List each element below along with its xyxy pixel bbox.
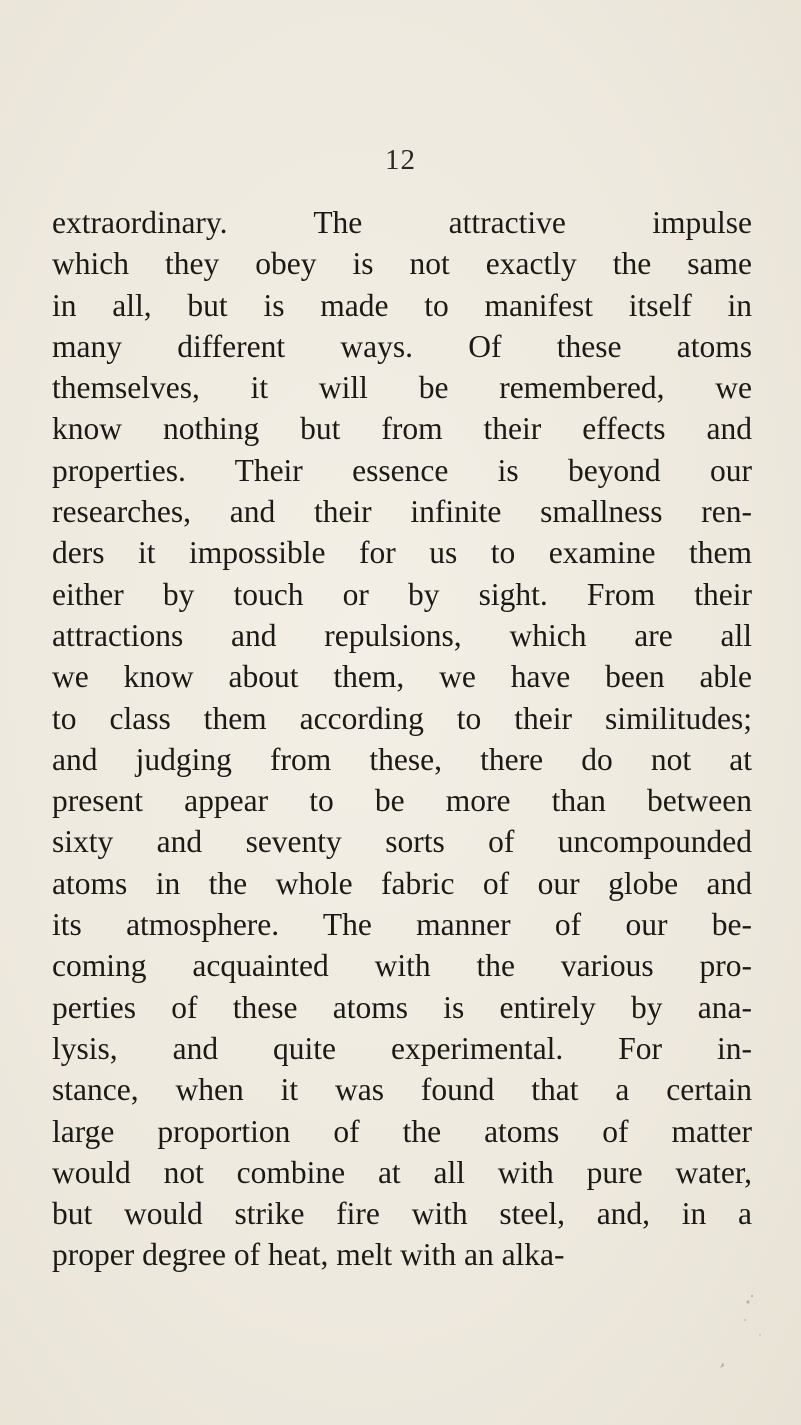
text-line: properties. Their essence is beyond our bbox=[52, 452, 752, 488]
text-line: attractions and repulsions, which are all bbox=[52, 617, 752, 653]
text-line: which they obey is not exactly the same bbox=[52, 246, 752, 282]
text-line: sixty and seventy sorts of uncompounded bbox=[52, 824, 752, 860]
text-line: and judging from these, there do not at bbox=[52, 741, 752, 777]
text-line: in all, but is made to manifest itself in bbox=[52, 287, 752, 323]
text-line: coming acquainted with the various pro- bbox=[52, 948, 752, 984]
text-line: but would strike fire with steel, and, in a bbox=[52, 1196, 752, 1232]
text-line: stance, when it was found that a certain bbox=[52, 1072, 752, 1108]
text-line: to class them according to their similitudes; bbox=[52, 700, 752, 736]
text-line: many different ways. Of these atoms bbox=[52, 328, 752, 364]
text-line: lysis, and quite experimental. For in- bbox=[52, 1030, 752, 1066]
text-line: atoms in the whole fabric of our globe and bbox=[52, 865, 752, 901]
text-line: researches, and their infinite smallness ren- bbox=[52, 494, 752, 530]
text-line: themselves, it will be remembered, we bbox=[52, 370, 752, 406]
text-line: would not combine at all with pure water, bbox=[52, 1154, 752, 1190]
text-line: its atmosphere. The manner of our be- bbox=[52, 907, 752, 943]
text-line: either by touch or by sight. From their bbox=[52, 576, 752, 612]
page-number: 12 bbox=[385, 144, 416, 176]
text-line: we know about them, we have been able bbox=[52, 659, 752, 695]
text-line: proper degree of heat, melt with an alka- bbox=[52, 1237, 565, 1273]
text-line: extraordinary. The attractive impulse bbox=[52, 205, 752, 240]
text-line: large proportion of the atoms of matter bbox=[52, 1113, 752, 1149]
text-line: present appear to be more than between bbox=[52, 783, 752, 819]
text-line: ders it impossible for us to examine them bbox=[52, 535, 752, 571]
body-text bbox=[52, 202, 752, 1276]
text-line: perties of these atoms is entirely by ana- bbox=[52, 989, 752, 1025]
text-line: know nothing but from their effects and bbox=[52, 411, 752, 447]
